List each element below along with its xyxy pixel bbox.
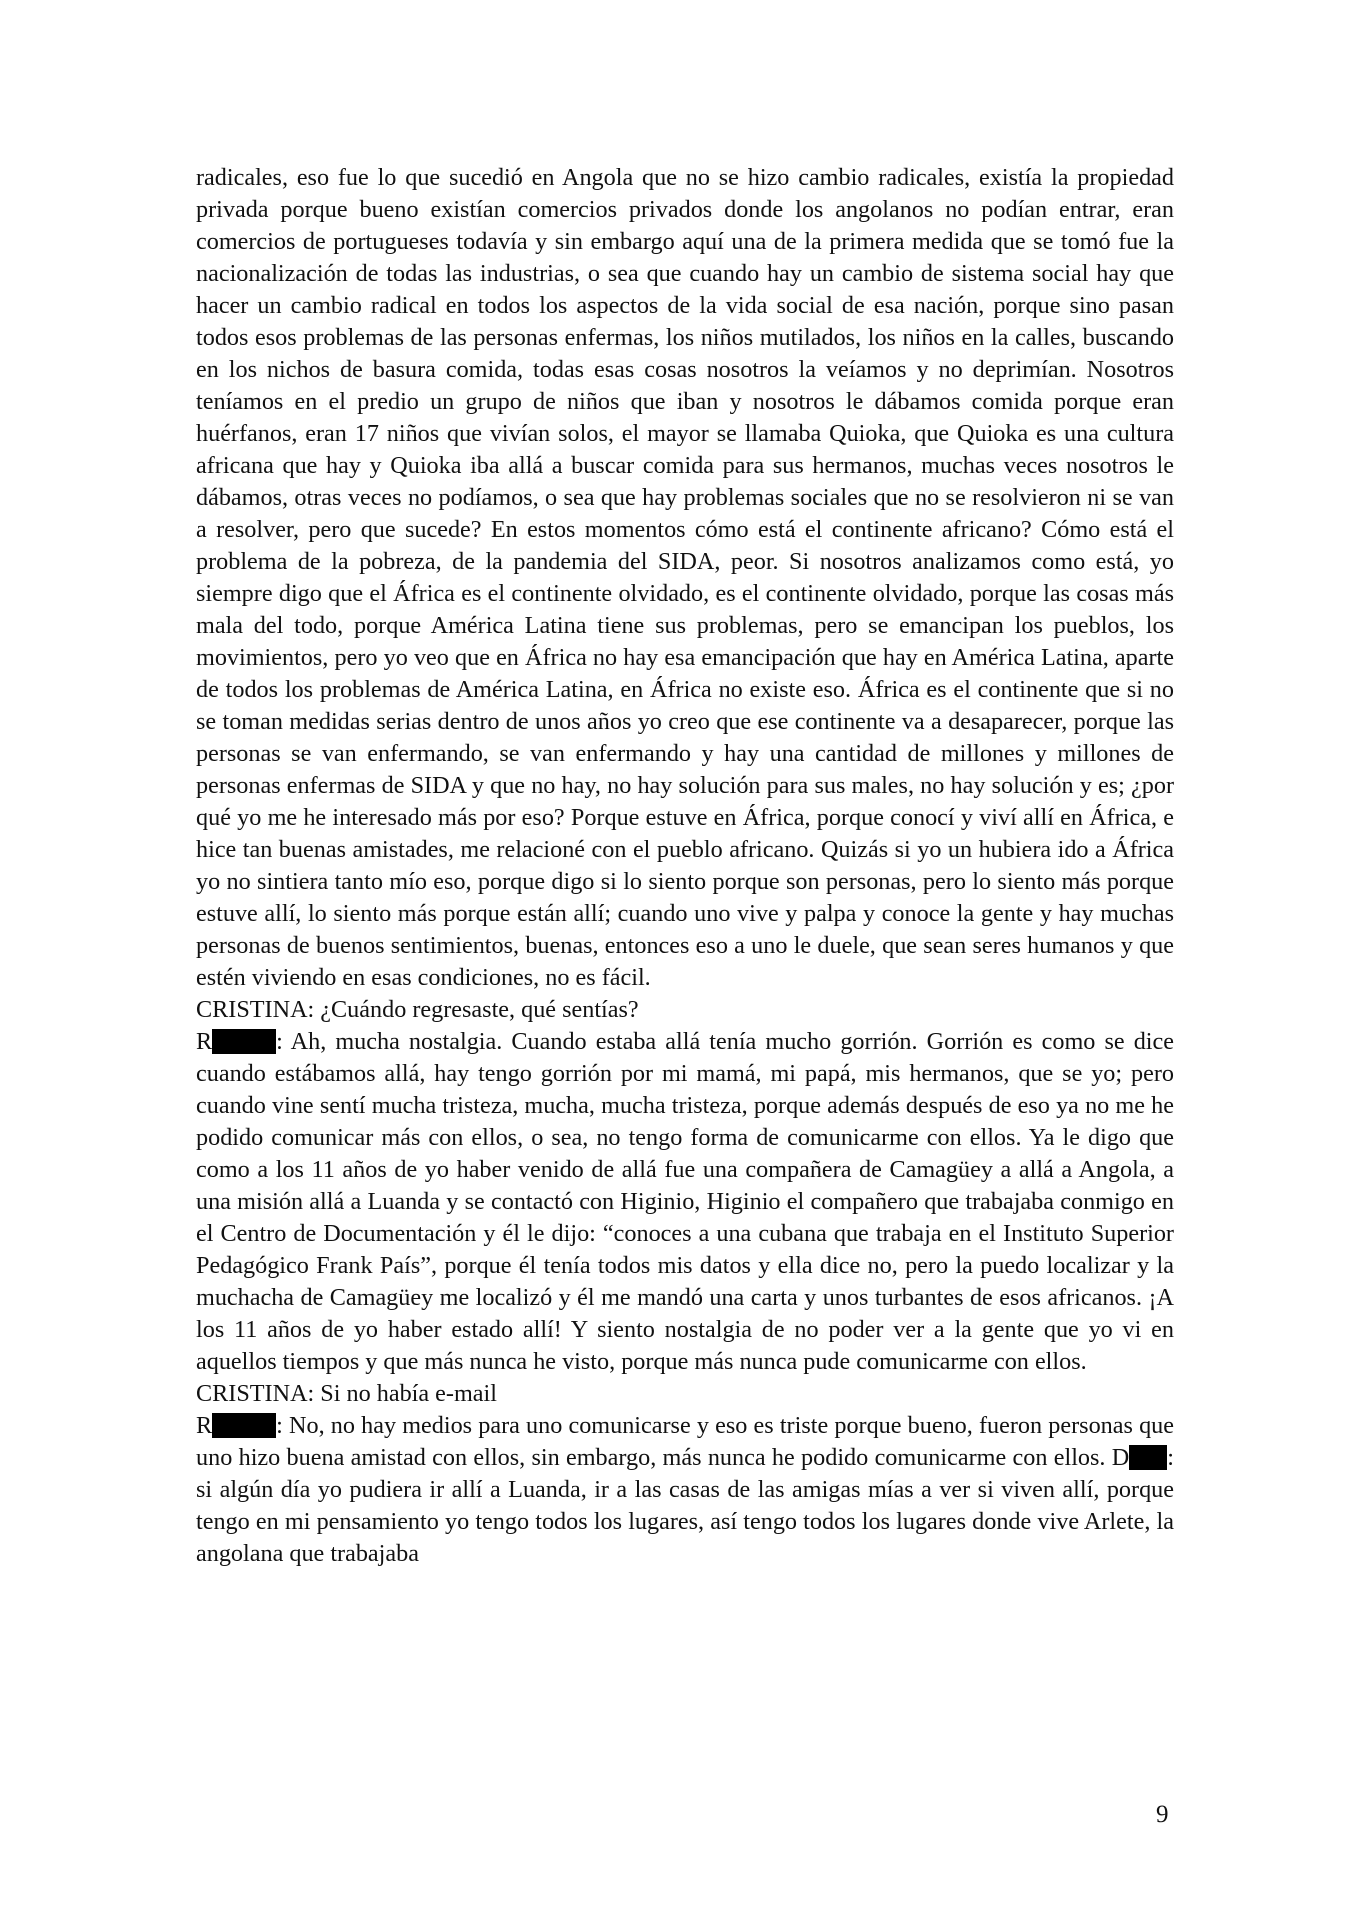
redaction-bar: [1129, 1445, 1167, 1470]
question-2: CRISTINA: Si no había e-mail: [196, 1380, 497, 1407]
document-body: [196, 162, 1174, 1570]
answer-2-text-a: : No, no hay medios para uno comunicarse y eso es triste porque bueno, fueron personas que uno hizo buena amistad con ellos, sin embargo, más nunca he podido comunicarme con ellos.: [196, 1412, 1174, 1471]
question-1: CRISTINA: ¿Cuándo regresaste, qué sentías?: [196, 996, 639, 1023]
answer-1: [196, 1026, 1174, 1378]
speaker-initial: R: [196, 1412, 213, 1439]
answer-2: [196, 1410, 1174, 1570]
answer-2-text-b: : si algún día yo pudiera ir allí a Luanda, ir a las casas de las amigas mías a ver si viven allí, porque tengo en mi pensamiento yo tengo todos los lugares, así tengo todos los lugares donde vive Arlete, la angolana que trabajaba: [196, 1444, 1174, 1567]
paragraph-1: radicales, eso fue lo que sucedió en Angola que no se hizo cambio radicales, existía la propiedad privada porque bueno existían comercios privados donde los angolanos no podían entrar, eran comercios de portugueses todavía y sin embargo aquí una de la primera medida que se tomó fue la nacionalización de todas las industrias, o sea que cuando hay un cambio de sistema social hay que hacer un cambio radical en todos los aspectos de la vida social de esa nación, porque sino pasan todos esos problemas de las personas enfermas, los niños mutilados, los niños en la calles, buscando en los nichos de basura comida, todas esas cosas nosotros la veíamos y no deprimían. Nosotros teníamos en el predio un grupo de niños que iban y nosotros le dábamos comida porque eran huérfanos, eran 17 niños que vivían solos, el mayor se llamaba Quioka, que Quioka es una cultura africana que hay y Quioka iba allá a buscar comida para sus hermanos, muchas veces nosotros le dábamos, otras veces no podíamos, o sea que hay problemas sociales que no se resolvieron ni se van a resolver, pero que sucede? En estos momentos cómo está el continente africano? Cómo está el problema de la pobreza, de la pandemia del SIDA, peor. Si nosotros analizamos como está, yo siempre digo que el África es el continente olvidado, es el continente olvidado, porque las cosas más mala del todo, porque América Latina tiene sus problemas, pero se emancipan los pueblos, los movimientos, pero yo veo que en África no hay esa emancipación que hay en América Latina, aparte de todos los problemas de América Latina, en África no existe eso. África es el continente que si no se toman medidas serias dentro de unos años yo creo que ese continente va a desaparecer, porque las personas se van enfermando, se van enfermando y hay una cantidad de millones y millones de personas enfermas de SIDA y que no hay, no hay solución para sus males, no hay solución y es; ¿por qué yo me he interesado más por eso? Porque estuve en África, porque conocí y viví allí en África, e hice tan buenas amistades, me relacioné con el pueblo africano. Quizás si yo un hubiera ido a África yo no sintiera tanto mío eso, porque digo si lo siento porque son personas, pero lo siento más porque estuve allí, lo siento más porque están allí; cuando uno vive y palpa y conoce la gente y hay muchas personas de buenos sentimientos, buenas, entonces eso a uno le duele, que sean seres humanos y que estén viviendo en esas condiciones, no es fácil.: [196, 164, 1174, 991]
answer-1-text: : Ah, mucha nostalgia. Cuando estaba allá tenía mucho gorrión. Gorrión es como se dice cuando estábamos allá, hay tengo gorrión por mi mamá, mi papá, mis hermanos, que se yo; pero cuando vine sentí mucha tristeza, mucha, mucha tristeza, porque además después de eso ya no me he podido comunicar más con ellos, o sea, no tengo forma de comunicarme con ellos. Ya le digo que como a los 11 años de yo haber venido de allá fue una compañera de Camagüey a allá a Angola, a una misión allá a Luanda y se contactó con Higinio, Higinio el compañero que trabajaba conmigo en el Centro de Documentación y él le dijo: “conoces a una cubana que trabaja en el Instituto Superior Pedagógico Frank País”, porque él tenía todos mis datos y ella dice no, pero la puedo localizar y la muchacha de Camagüey me localizó y él me mandó una carta y unos turbantes de esos africanos. ¡A los 11 años de yo haber estado allí! Y siento nostalgia de no poder ver a la gente que yo vi en aquellos tiempos y que más nunca he visto, porque más nunca pude comunicarme con ellos.: [196, 1028, 1174, 1375]
page-number: 9: [1156, 1801, 1169, 1828]
speaker-initial: R: [196, 1028, 213, 1055]
speaker-initial-d: D: [1111, 1444, 1130, 1471]
redaction-bar: [212, 1413, 276, 1438]
redaction-bar: [212, 1029, 276, 1054]
